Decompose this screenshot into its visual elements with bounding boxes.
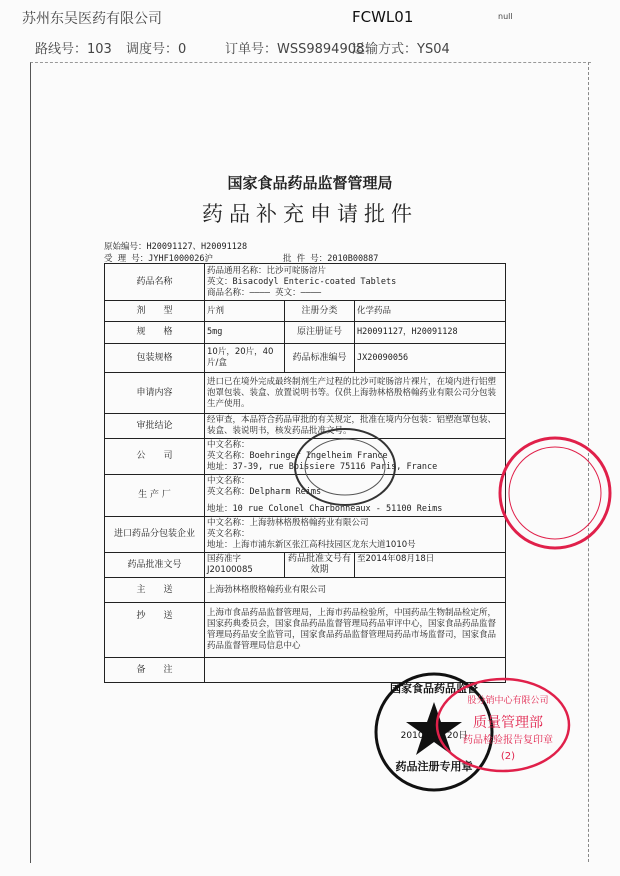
label: 生 产 厂 xyxy=(105,475,205,517)
table-row xyxy=(105,603,506,658)
table-row xyxy=(105,322,506,344)
label: 进口药品分包装企业 xyxy=(105,517,205,553)
value: 5mg xyxy=(205,322,285,344)
value: 英文名称： xyxy=(207,529,250,539)
order-no: 订单号：WSS9894908 xyxy=(225,42,365,57)
svg-text:2010 05月20日: 2010 05月20日 xyxy=(400,731,468,741)
document-title: 药品补充申请批件 xyxy=(202,202,418,226)
table-row xyxy=(105,264,506,301)
label: 药品批准文号有效期 xyxy=(285,553,355,578)
quality-dept-red-stamp xyxy=(433,675,573,775)
company-red-stamp xyxy=(475,435,620,555)
trade-name: 商品名称：———— 英文：———— xyxy=(207,287,322,298)
value: 至2014年08月18日 xyxy=(355,553,506,578)
acceptance-number: 受 理 号：JYHF1000026沪 xyxy=(104,254,214,264)
value: 中文名称： xyxy=(207,440,250,450)
value: 中文名称： xyxy=(207,476,250,486)
approval-number: 批 件 号：2010B00887 xyxy=(283,254,379,264)
value: 化学药品 xyxy=(355,301,506,322)
label: 药品批准文号 xyxy=(105,553,205,578)
form-code: FCWL01 xyxy=(352,8,414,26)
label: 原注册证号 xyxy=(285,322,355,344)
label: 规 格 xyxy=(105,322,205,344)
generic-name: 药品通用名称：比沙可啶肠溶片 xyxy=(207,265,327,276)
table-row xyxy=(105,301,506,322)
table-row xyxy=(105,517,506,553)
label: 包装规格 xyxy=(105,344,205,373)
label: 药品标准编号 xyxy=(285,344,355,373)
value: 中文名称：上海勃林格殷格翰药业有限公司 xyxy=(207,518,369,528)
label: 抄 送 xyxy=(105,603,205,658)
svg-text:(2): (2) xyxy=(500,751,516,762)
value: JX20090056 xyxy=(355,344,506,373)
quality-control-stamp xyxy=(290,425,400,510)
transport-mode: 运输方式：YS04 xyxy=(352,42,450,57)
english-name: 英文：Bisacodyl Enteric-coated Tablets xyxy=(207,276,397,287)
label: 主 送 xyxy=(105,578,205,603)
dispatch-no: 调度号：0 xyxy=(126,42,187,57)
label: 注册分类 xyxy=(285,301,355,322)
value: 进口已在境外完成最终制剂生产过程的比沙可啶肠溶片裸片，在境内进行铝塑泡罩包装、装盒、放置说明书等。仅供上海勃林格殷格翰药业有限公司分包装生产使用。 xyxy=(205,373,506,414)
label: 备 注 xyxy=(105,658,205,683)
table-row xyxy=(105,578,506,603)
value: 地址：上海市浦东新区张江高科技园区龙东大道1010号 xyxy=(207,540,416,550)
svg-text:国家食品药品监督: 国家食品药品监督 xyxy=(390,682,478,695)
svg-text:药品注册专用章: 药品注册专用章 xyxy=(395,760,473,773)
table-row xyxy=(105,373,506,414)
value: H20091127，H20091128 xyxy=(355,322,506,344)
original-number: 原始编号：H20091127、H20091128 xyxy=(104,242,248,252)
label: 剂 型 xyxy=(105,301,205,322)
agency-title: 国家食品药品监督管理局 xyxy=(227,174,393,192)
value: 经审查，本品符合药品审批的有关规定，批准在境内分包装：铝塑泡罩包装、装盒、装说明书，核发药品批准文号。 xyxy=(205,414,506,439)
value: 上海勃林格殷格翰药业有限公司 xyxy=(205,578,506,603)
label: 审批结论 xyxy=(105,414,205,439)
value: 10片，20片，40片/盒 xyxy=(205,344,285,373)
value: 地址：37-39, rue Boissiere 75116 Paris, France xyxy=(207,462,438,472)
company-name: 苏州东吴医药有限公司 xyxy=(22,11,162,27)
label: 药品名称 xyxy=(105,264,205,301)
svg-text:股分销中心有限公司: 股分销中心有限公司 xyxy=(467,696,549,706)
value: 片剂 xyxy=(205,301,285,322)
label: 申请内容 xyxy=(105,373,205,414)
value: 地址：10 rue Colonel Charbonneaux - 51100 Reims xyxy=(207,504,443,514)
value: 上海市食品药品监督管理局，上海市药品检验所，中国药品生物制品检定所，国家药典委员会，国家食品药品监督管理局药品审评中心，国家食品药品监督管理局药品安全监管司，国家食品药品监督管理局药品市场监督司，国家食品药品监督管理局信息中心 xyxy=(205,603,506,658)
null-label: null xyxy=(498,12,513,21)
table-row xyxy=(105,553,506,578)
table-row xyxy=(105,344,506,373)
value: 英文名称：Delpharm Reims xyxy=(207,487,322,497)
route-no: 路线号：103 xyxy=(35,42,112,57)
value: 国药准字J20100085 xyxy=(205,553,285,578)
svg-text:质量管理部: 质量管理部 xyxy=(473,715,543,731)
value: 英文名称：Boehringer Ingelheim France xyxy=(207,451,388,461)
svg-text:药品检验报告复印章: 药品检验报告复印章 xyxy=(463,735,553,746)
label: 公 司 xyxy=(105,439,205,475)
